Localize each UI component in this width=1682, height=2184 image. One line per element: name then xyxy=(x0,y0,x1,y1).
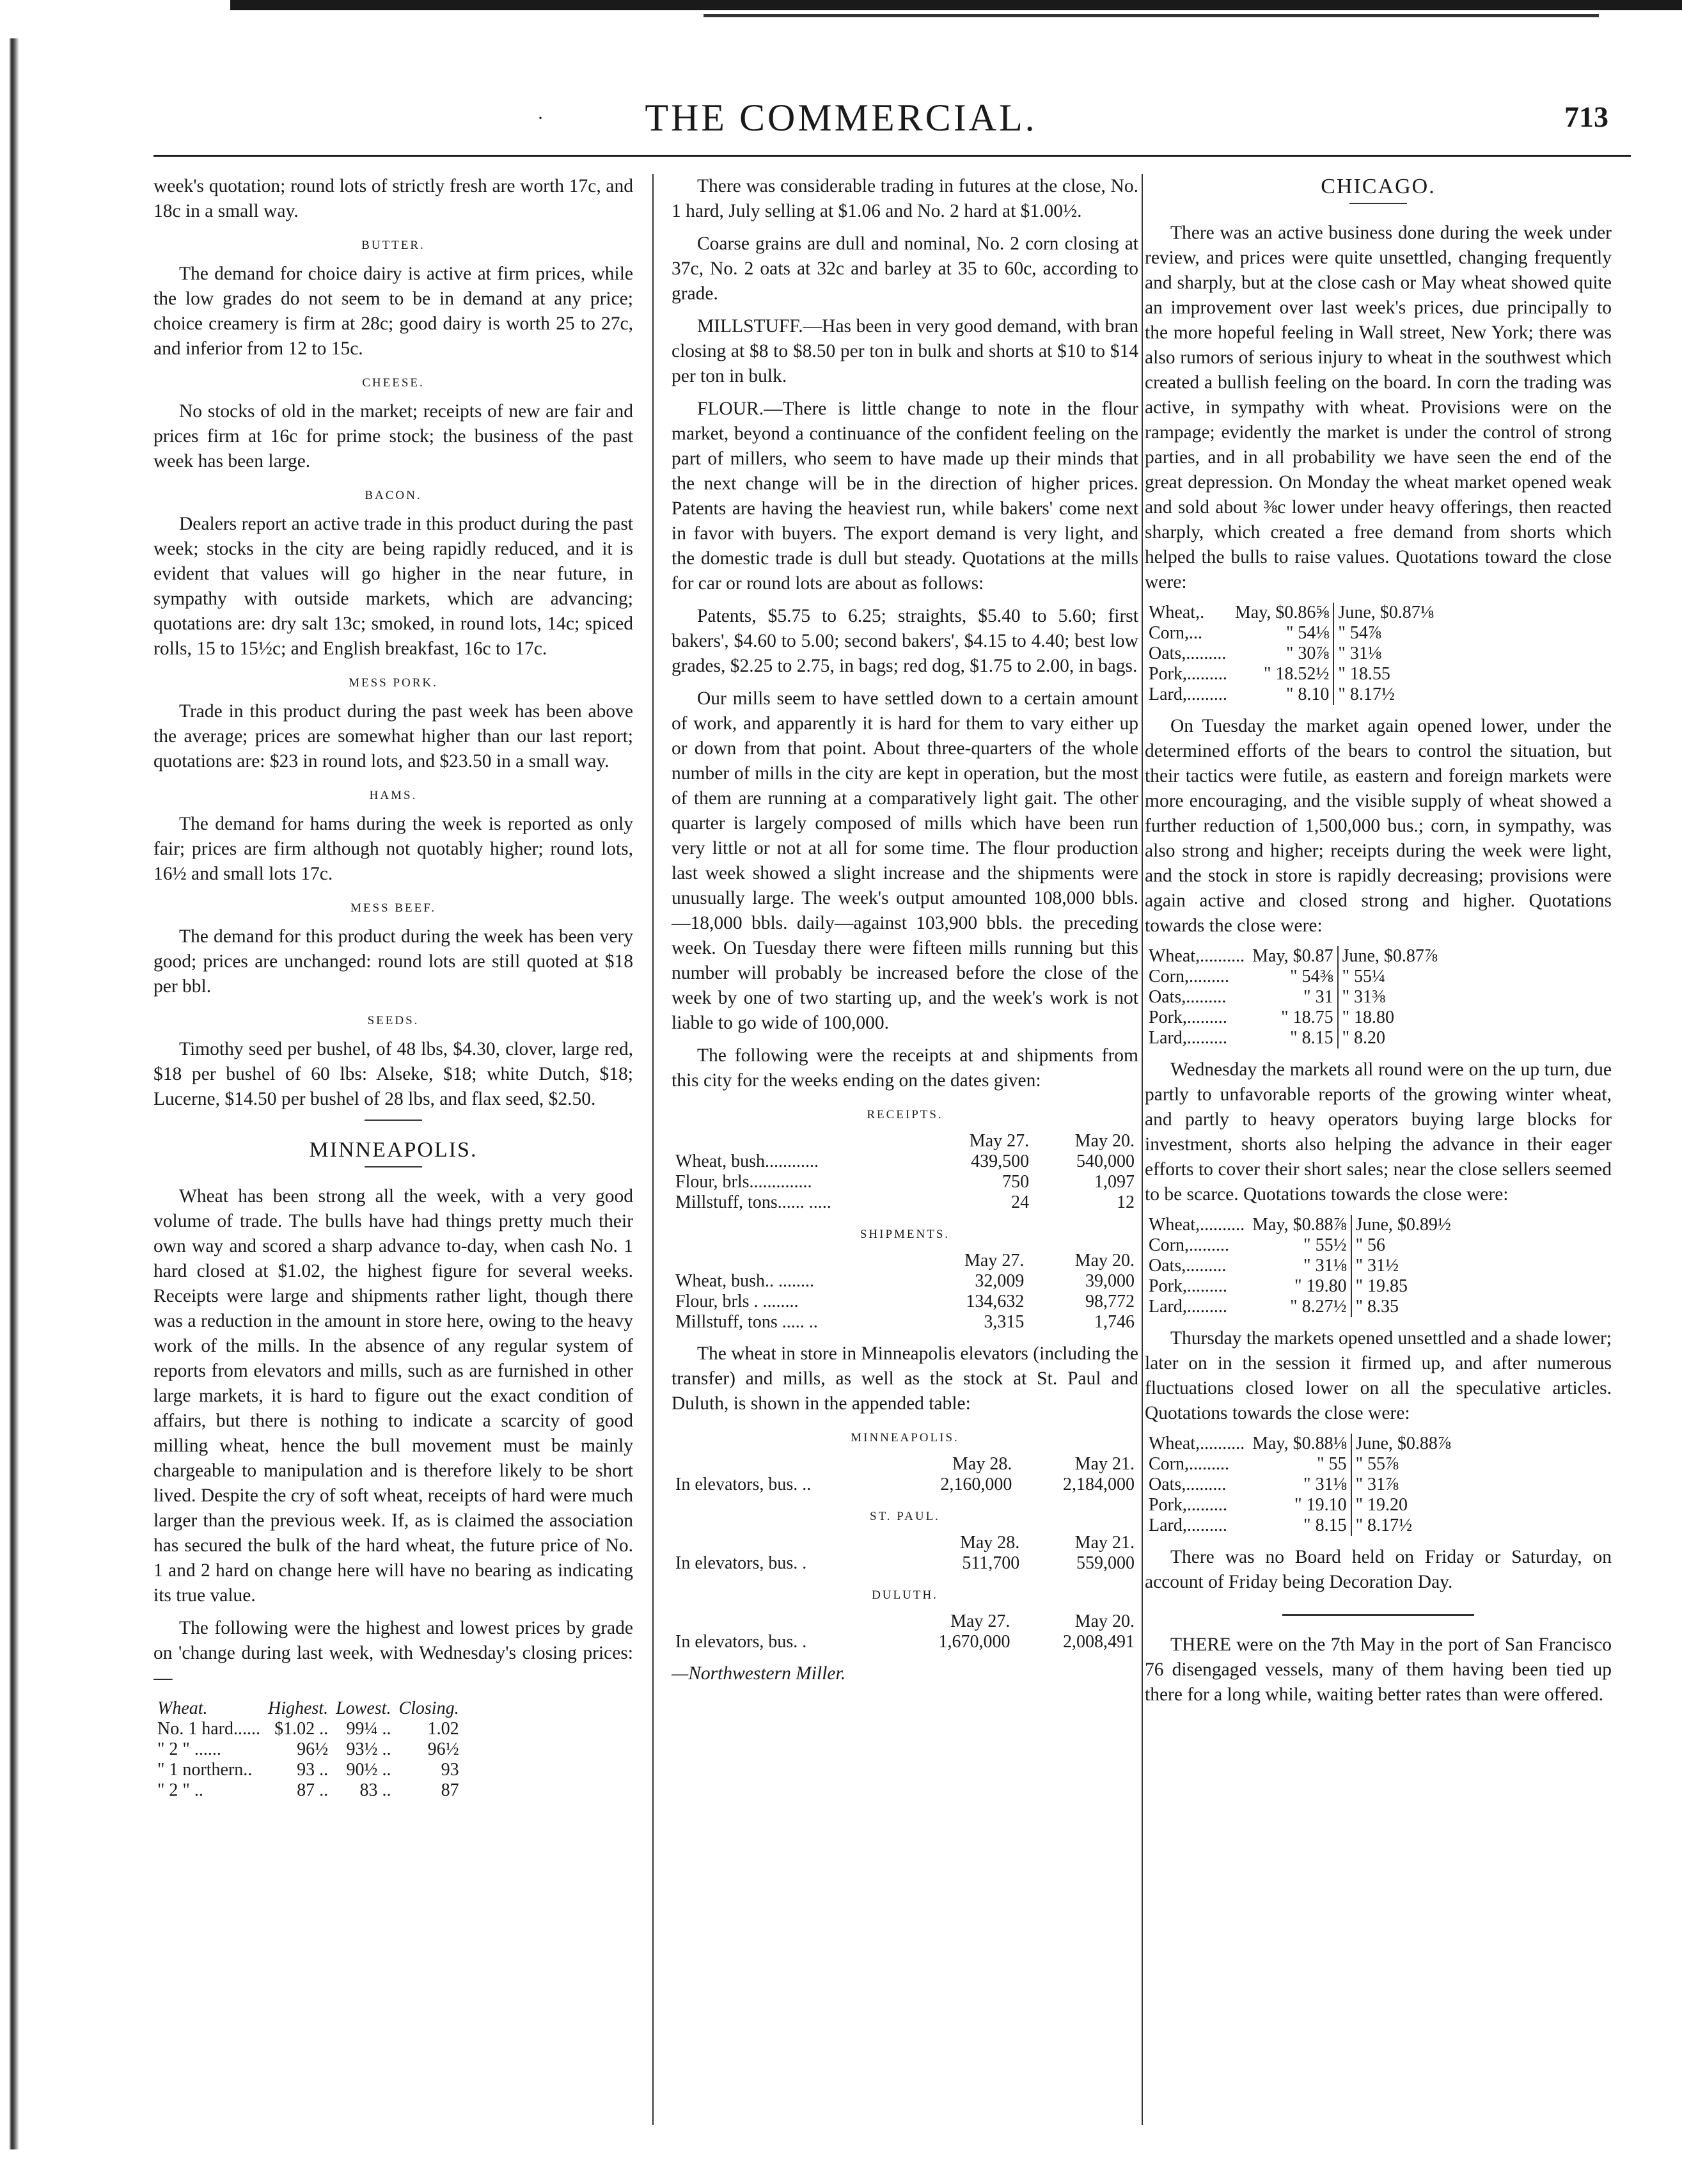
source-credit: —Northwestern Miller. xyxy=(672,1663,846,1684)
table-row xyxy=(153,1760,463,1780)
table-cell: Millstuff, tons...... ..... xyxy=(675,1192,831,1212)
paragraph: The following were the highest and lowest prices by grade on 'change during last week, with Wednesday's closing prices:— xyxy=(153,1618,633,1688)
table-cell: Lard,......... xyxy=(1149,684,1227,704)
city-heading-chicago: CHICAGO. xyxy=(1321,175,1436,198)
table-cell: Oats,......... xyxy=(1149,1475,1227,1494)
table-cell: Pork,......... xyxy=(1149,1008,1227,1027)
table-cell: 90½ .. xyxy=(346,1760,391,1780)
table-row xyxy=(1145,603,1438,623)
header-rule xyxy=(153,155,1631,157)
table-row xyxy=(672,1192,1138,1213)
table-cell: May, $0.87 xyxy=(1252,946,1333,966)
table-row xyxy=(1145,644,1438,664)
table-row xyxy=(1145,1454,1455,1475)
table-cell: 93½ .. xyxy=(346,1739,391,1759)
paragraph: No stocks of old in the market; receipts of new are fair and prices firm at 16c for prime stock; the business of the past week has been large. xyxy=(153,401,633,471)
section-heading-hams: HAMS. xyxy=(369,789,418,802)
masthead: THE COMMERCIAL. xyxy=(645,97,1037,139)
table-cell: Wheat,.......... xyxy=(1149,1215,1245,1235)
quotation-table-tuesday xyxy=(1145,946,1442,1048)
table-cell: " 55¼ xyxy=(1338,967,1442,987)
shipments-table xyxy=(672,1251,1138,1333)
table-cell: " 55 xyxy=(1317,1454,1347,1474)
table-cell: " 56 xyxy=(1351,1235,1455,1256)
short-rule xyxy=(365,1120,422,1121)
table-cell: Wheat,.......... xyxy=(1149,946,1245,966)
column-date: May 27. xyxy=(969,1131,1030,1151)
column-rule xyxy=(652,174,654,2125)
paragraph: Coarse grains are dull and nominal, No. 2 corn closing at 37c, No. 2 oats at 32c and barley at 35 to 60c, according to grade. xyxy=(672,233,1138,304)
table-cell: Flour, brls . ........ xyxy=(675,1292,799,1311)
table-row xyxy=(672,1632,1138,1652)
table-cell: " 54⅛ xyxy=(1285,623,1330,643)
paragraph: FLOUR.—There is little change to note in the flour market, beyond a continuance of the confident feeling on the part of millers, who seem to have made up their minds that the next change will be in the direction of higher prices. Patents are having the heaviest run, while bakers' come next in favor with buyers. The export demand is very light, and the domestic trade is dull but steady. Quotations at the mills for car or round lots are about as follows: xyxy=(672,399,1138,594)
table-cell: June, $0.87⅛ xyxy=(1333,603,1437,623)
table-row xyxy=(1145,684,1438,705)
table-cell: 24 xyxy=(1011,1192,1030,1212)
table-cell: 1.02 xyxy=(427,1719,459,1739)
table-cell: " 30⅞ xyxy=(1285,644,1330,663)
column-date: May 21. xyxy=(1074,1454,1135,1474)
table-cell: " 31⅞ xyxy=(1351,1475,1455,1495)
paragraph: THERE were on the 7th May in the port of San Francisco 76 disengaged vessels, many of them having been tied up there for a long while, waiting better rates than were offered. xyxy=(1145,1634,1612,1705)
header-dot: · xyxy=(537,107,544,129)
table-row xyxy=(153,1739,463,1760)
table-cell: " 19.10 xyxy=(1294,1495,1347,1515)
table-heading-minneapolis: MINNEAPOLIS. xyxy=(851,1431,959,1444)
page-header xyxy=(64,96,1618,154)
table-cell: Wheat,.......... xyxy=(1149,1434,1245,1453)
table-row xyxy=(1145,1297,1455,1317)
table-cell: No. 1 hard...... xyxy=(157,1719,260,1739)
column-date: May 20. xyxy=(1074,1611,1135,1631)
table-cell: 1,097 xyxy=(1094,1172,1135,1192)
column-date: May 28. xyxy=(959,1533,1020,1553)
table-cell: 96½ xyxy=(427,1739,459,1759)
table-cell: " 8.17½ xyxy=(1351,1515,1455,1536)
table-cell: " 2 " .. xyxy=(157,1780,203,1800)
table-cell: Corn,... xyxy=(1149,623,1202,643)
table-row xyxy=(1145,1235,1455,1256)
table-row xyxy=(672,1553,1138,1574)
paragraph: Trade in this product during the past week has been above the average; prices are somewhat higher than our last report; quotations are: $23 in round lots, and $23.50 in a small way. xyxy=(153,701,633,772)
table-cell: In elevators, bus. . xyxy=(675,1553,807,1573)
top-border xyxy=(230,0,1682,10)
table-row xyxy=(1145,1495,1455,1515)
table-cell: " 31½ xyxy=(1351,1256,1455,1276)
paragraph: Thursday the markets opened unsettled and a shade lower; later on in the session it firmed up, and after numerous fluctuations closed lower on all the speculative articles. Quotations towards the close were: xyxy=(1145,1328,1612,1423)
paragraph: There was an active business done during the week under review, and prices were quite unsettled, changing frequently and sharply, but at the close cash or May wheat showed quite an improvement over last week's prices, due principally to the more hopeful feeling in Wall street, New York; there was also rumors of serious injury to wheat in the southwest which created a bullish feeling on the board. In corn the trading was active, in sympathy with wheat. Provisions were on the rampage; evidently the market is under the control of strong parties, and in all probability we have seen the end of the great depression. On Monday the wheat market opened weak and sold about ⅜c lower under heavy offerings, then reacted sharply, which created a free demand from shorts which helped the bulls to raise values. Quotations toward the close were: xyxy=(1145,223,1612,592)
paragraph: The demand for this product during the week has been very good; prices are unchanged: round lots are still quoted at $18 per bbl. xyxy=(153,926,633,997)
table-cell: Oats,......... xyxy=(1149,644,1227,663)
table-cell: 32,009 xyxy=(975,1271,1025,1291)
table-cell: Pork,......... xyxy=(1149,1276,1227,1296)
table-cell: 83 .. xyxy=(359,1780,391,1800)
table-row xyxy=(1145,1475,1455,1495)
column-date: May 20. xyxy=(1074,1251,1135,1270)
short-rule xyxy=(365,1166,422,1167)
table-row xyxy=(1145,1008,1442,1028)
table-cell: 134,632 xyxy=(966,1292,1025,1311)
paragraph: There was considerable trading in futures at the close, No. 1 hard, July selling at $1.06 and No. 2 hard at $1.00½. xyxy=(672,176,1138,221)
column-1 xyxy=(153,174,633,2158)
quotation-table-thursday xyxy=(1145,1434,1455,1536)
table-cell: Wheat, bush.. ........ xyxy=(675,1271,814,1291)
city-heading-minneapolis: MINNEAPOLIS. xyxy=(309,1138,478,1162)
table-cell: Oats,......... xyxy=(1149,987,1227,1007)
table-row xyxy=(1145,946,1442,967)
table-row xyxy=(153,1719,463,1739)
table-cell: 511,700 xyxy=(962,1553,1020,1573)
duluth-stock-table xyxy=(672,1611,1138,1652)
table-cell: 93 .. xyxy=(297,1760,329,1780)
table-row xyxy=(1145,987,1442,1008)
table-cell: " 19.80 xyxy=(1294,1276,1347,1296)
table-row xyxy=(672,1292,1138,1312)
section-heading-bacon: BACON. xyxy=(365,489,422,502)
section-heading-mess-beef: MESS BEEF. xyxy=(350,901,437,915)
table-cell: " 8.15 xyxy=(1303,1515,1347,1535)
table-row xyxy=(1145,1256,1455,1276)
grade-price-table xyxy=(153,1698,463,1801)
table-row xyxy=(1145,1276,1455,1297)
table-cell: 2,160,000 xyxy=(940,1475,1012,1494)
table-cell: " 31⅛ xyxy=(1303,1256,1347,1276)
table-cell: Wheat, bush............ xyxy=(675,1151,819,1171)
paragraph: The following were the receipts at and shipments from this city for the weeks ending on the dates given: xyxy=(672,1045,1138,1091)
table-cell: June, $0.88⅞ xyxy=(1351,1434,1455,1454)
section-divider xyxy=(1282,1614,1474,1616)
table-cell: " 31⅜ xyxy=(1338,987,1442,1008)
table-cell: 96½ xyxy=(297,1739,329,1759)
table-cell: In elevators, bus. .. xyxy=(675,1475,812,1494)
paragraph: Patents, $5.75 to 6.25; straights, $5.40 to 5.60; first bakers', $4.60 to 5.00; second bakers', $4.15 to 4.40; best low grades, $2.25 to 2.75, in bags; red dog, $1.75 to 2.00, in bags. xyxy=(672,606,1138,676)
table-cell: 93 xyxy=(441,1760,459,1780)
table-cell: " 2 " ...... xyxy=(157,1739,221,1759)
table-cell: 540,000 xyxy=(1076,1151,1135,1171)
table-heading-st-paul: ST. PAUL. xyxy=(870,1510,940,1523)
table-cell: " 31 xyxy=(1303,987,1333,1007)
table-cell: " 54⅜ xyxy=(1290,967,1333,986)
paragraph: Dealers report an active trade in this product during the past week; stocks in the city are being rapidly reduced, and it is evident that values will go higher in the near future, in sympathy with outside markets, which are advancing; quotations are: dry salt 13c; smoked, in round lots, 14c; spiced rolls, 15 to 15½c; and English breakfast, 16c to 17c. xyxy=(153,514,633,659)
table-cell: Wheat,. xyxy=(1149,603,1205,622)
table-cell: Millstuff, tons ..... .. xyxy=(675,1312,818,1332)
quotation-table-wednesday xyxy=(1145,1215,1455,1317)
section-heading-seeds: SEEDS. xyxy=(367,1014,420,1027)
table-cell: In elevators, bus. . xyxy=(675,1632,807,1652)
table-header: Highest. xyxy=(267,1698,329,1718)
paragraph: Our mills seem to have settled down to a certain amount of work, and apparently it is hard for them to vary either up or down from that point. About three-quarters of the whole number of mills in the city are kept in operation, but the most of them are running at a comparatively light gait. The other quarter is largely composed of mills which have been run very little or not at all for some time. The flour production last week showed a slight increase and the shipments were unusually large. The week's output amounted 108,000 bbls.—18,000 bbls. daily—against 103,900 bbls. the preceding week. On Tuesday there were fifteen mills running but this number will probably be increased before the close of the week by one of two starting up, and the week's work is not liable to go wide of 100,000. xyxy=(672,688,1138,1033)
minneapolis-stock-table xyxy=(672,1454,1138,1495)
table-cell: Corn,......... xyxy=(1149,1235,1229,1255)
table-row xyxy=(1145,623,1438,644)
table-cell: " 19.20 xyxy=(1351,1495,1455,1515)
table-cell: " 8.17½ xyxy=(1333,684,1437,705)
table-cell: May, $0.86⅝ xyxy=(1234,603,1330,622)
binding-edge xyxy=(0,38,24,2149)
table-cell: Lard,......... xyxy=(1149,1028,1227,1048)
receipts-table xyxy=(672,1131,1138,1213)
table-cell: 439,500 xyxy=(971,1151,1030,1171)
column-rule xyxy=(1142,174,1143,2125)
paragraph: The demand for choice dairy is active at firm prices, while the low grades do not seem to be in demand at any price; choice creamery is firm at 28c; good dairy is worth 25 to 27c, and inferior from 12 to 15c. xyxy=(153,264,633,359)
table-row xyxy=(1145,1215,1455,1235)
table-cell: 750 xyxy=(1002,1172,1030,1192)
table-cell: Oats,......... xyxy=(1149,1256,1227,1276)
paragraph: week's quotation; round lots of strictly fresh are worth 17c, and 18c in a small way. xyxy=(153,176,633,221)
table-heading-duluth: DULUTH. xyxy=(872,1588,938,1602)
table-cell: June, $0.87⅞ xyxy=(1338,946,1442,967)
table-cell: May, $0.88⅛ xyxy=(1252,1434,1347,1453)
table-cell: Corn,......... xyxy=(1149,1454,1229,1474)
table-row xyxy=(1145,664,1438,684)
column-3 xyxy=(1145,174,1612,2158)
table-row xyxy=(672,1475,1138,1495)
table-cell: Pork,......... xyxy=(1149,1495,1227,1515)
section-heading-butter: BUTTER. xyxy=(361,239,425,252)
table-cell: 87 xyxy=(441,1780,459,1800)
table-row xyxy=(1145,1028,1442,1048)
column-date: May 20. xyxy=(1074,1131,1135,1151)
table-cell: 12 xyxy=(1117,1192,1135,1212)
table-cell: " 8.15 xyxy=(1290,1028,1333,1048)
table-cell: " 8.10 xyxy=(1285,684,1330,704)
table-cell: 87 .. xyxy=(297,1780,329,1800)
table-cell: Flour, brls.............. xyxy=(675,1172,812,1192)
table-cell: Lard,......... xyxy=(1149,1515,1227,1535)
table-row xyxy=(672,1312,1138,1333)
section-heading-mess-pork: MESS PORK. xyxy=(349,676,438,690)
table-cell: " 8.27½ xyxy=(1290,1297,1347,1317)
table-cell: 98,772 xyxy=(1085,1292,1135,1311)
table-row xyxy=(672,1271,1138,1292)
column-date: May 28. xyxy=(952,1454,1012,1474)
table-header: Lowest. xyxy=(336,1698,391,1718)
column-date: May 27. xyxy=(950,1611,1010,1631)
table-cell: " 8.35 xyxy=(1351,1297,1455,1317)
table-cell: 2,184,000 xyxy=(1063,1475,1135,1494)
top-border-thin xyxy=(703,14,1599,17)
table-cell: " 8.20 xyxy=(1338,1028,1442,1048)
table-row xyxy=(1145,1515,1455,1536)
table-header: Closing. xyxy=(398,1698,459,1718)
table-row xyxy=(1145,967,1442,987)
column-date: May 21. xyxy=(1074,1533,1135,1553)
table-cell: " 18.52½ xyxy=(1263,664,1330,684)
quotation-table-monday xyxy=(1145,603,1438,705)
table-cell: " 55½ xyxy=(1303,1235,1347,1255)
table-cell: 559,000 xyxy=(1076,1553,1135,1573)
table-cell: " 55⅞ xyxy=(1351,1454,1455,1475)
table-cell: June, $0.89½ xyxy=(1351,1215,1455,1235)
table-cell: " 54⅞ xyxy=(1333,623,1437,644)
table-cell: Pork,......... xyxy=(1149,664,1227,684)
table-heading-receipts: RECEIPTS. xyxy=(867,1108,943,1121)
paragraph: The demand for hams during the week is reported as only fair; prices are firm although not quotably higher; round lots, 16½ and small lots 17c. xyxy=(153,814,633,884)
st-paul-stock-table xyxy=(672,1533,1138,1574)
table-cell: " 31⅛ xyxy=(1303,1475,1347,1494)
table-row xyxy=(153,1780,463,1801)
table-cell: $1.02 .. xyxy=(274,1719,329,1739)
table-cell: " 18.55 xyxy=(1333,664,1437,684)
table-cell: 3,315 xyxy=(984,1312,1025,1332)
table-row xyxy=(672,1151,1138,1172)
page-number: 713 xyxy=(1564,100,1608,133)
table-header: Wheat. xyxy=(157,1698,208,1718)
table-cell: " 19.85 xyxy=(1351,1276,1455,1297)
paragraph: There was no Board held on Friday or Saturday, on account of Friday being Decoration Day. xyxy=(1145,1547,1612,1592)
table-cell: Corn,......... xyxy=(1149,967,1229,986)
table-cell: 1,670,000 xyxy=(938,1632,1010,1652)
table-cell: 39,000 xyxy=(1085,1271,1135,1291)
table-cell: 2,008,491 xyxy=(1063,1632,1135,1652)
table-row xyxy=(1145,1434,1455,1454)
table-cell: " 18.80 xyxy=(1338,1008,1442,1028)
table-cell: 1,746 xyxy=(1094,1312,1135,1332)
table-cell: " 18.75 xyxy=(1281,1008,1333,1027)
table-row xyxy=(672,1172,1138,1192)
paragraph: Wednesday the markets all round were on the up turn, due partly to unfavorable reports of the growing winter wheat, and partly to heavy operators buying large blocks for investment, shorts also helping the advance in their eager efforts to cover their short sales; near the close sellers seemed to be scarce. Quotations towards the close were: xyxy=(1145,1059,1612,1205)
column-2 xyxy=(672,174,1138,2158)
table-cell: Lard,......... xyxy=(1149,1297,1227,1317)
table-cell: 99¼ .. xyxy=(346,1719,391,1739)
paragraph: Timothy seed per bushel, of 48 lbs, $4.30, clover, large red, $18 per bushel of 60 lbs: Alseke, $18; white Dutch, $18; Lucerne, $14.50 per bushel of 28 lbs, and flax seed, $2.50. xyxy=(153,1039,633,1109)
paragraph: MILLSTUFF.—Has been in very good demand, with bran closing at $8 to $8.50 per ton in bulk and shorts at $10 to $14 per ton in bulk. xyxy=(672,316,1138,386)
paragraph: On Tuesday the market again opened lower, under the determined efforts of the bears to control the situation, but their tactics were futile, as eastern and foreign markets were more encouraging, and the visible supply of wheat showed a further reduction of 1,500,000 bus.; corn, in sympathy, was also strong and higher; receipts during the week were light, and the stock in store is rapidly decreasing; provisions were again active and closed strong and higher. Quotations towards the close were: xyxy=(1145,716,1612,936)
table-cell: " 31⅛ xyxy=(1333,644,1437,664)
paragraph: The wheat in store in Minneapolis elevators (including the transfer) and mills, as well as the stock at St. Paul and Duluth, is shown in the appended table: xyxy=(672,1343,1138,1414)
table-cell: " 1 northern.. xyxy=(157,1760,253,1780)
section-heading-cheese: CHEESE. xyxy=(362,376,425,390)
short-rule xyxy=(1349,203,1407,204)
table-cell: May, $0.88⅞ xyxy=(1252,1215,1347,1235)
table-heading-shipments: SHIPMENTS. xyxy=(860,1228,950,1241)
paragraph: Wheat has been strong all the week, with a very good volume of trade. The bulls have had things pretty much their own way and scored a sharp advance to-day, when cash No. 1 hard closed at $1.02, the highest figure for several weeks. Receipts were large and shipments rather light, though there was a reduction in the amount in store here, owing to the heavy work of the mills. In the absence of any regular system of reports from elevators and mills, such as are furnished in other large markets, it is hard to figure out the exact condition of affairs, but there is nothing to indicate a scarcity of good milling wheat, hence the bull movement must be mainly chargeable to manipulation and is therefore likely to be short lived. Despite the cry of soft wheat, receipts of hard were much larger than the previous week. If, as is claimed the association has secured the bulk of the hard wheat, the future price of No. 1 and 2 hard on change here will have no bearing as indicating its true value. xyxy=(153,1186,633,1606)
column-date: May 27. xyxy=(964,1251,1025,1270)
